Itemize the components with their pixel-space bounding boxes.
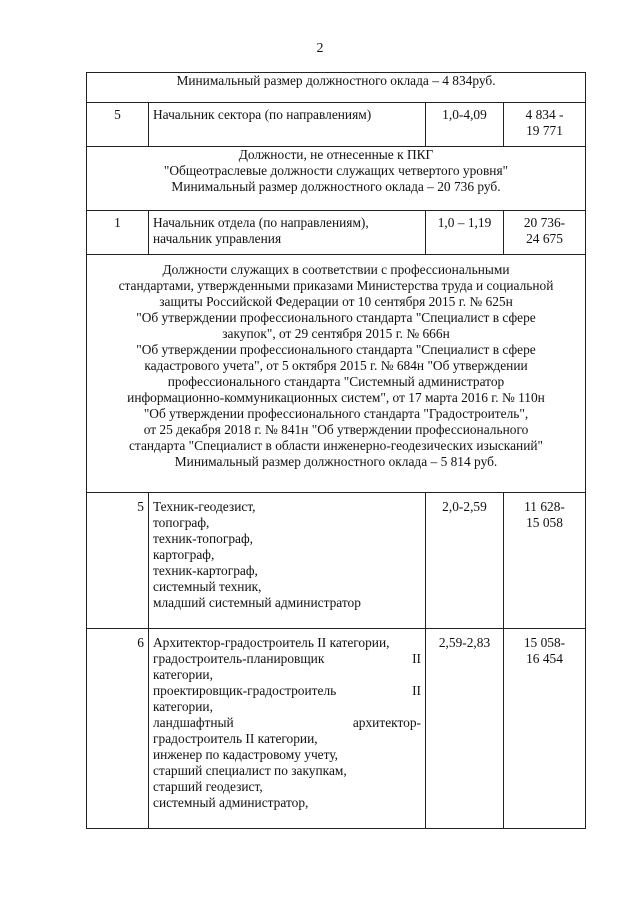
position-line: градостроитель II категории, bbox=[153, 731, 318, 746]
salary-to: 15 058 bbox=[526, 515, 563, 530]
salary-table bbox=[86, 72, 586, 829]
header-line: "Об утверждении профессионального стандарта "Градостроитель", bbox=[143, 406, 529, 421]
salary-from: 15 058- bbox=[523, 635, 566, 650]
header-line: Должности служащих в соответствии с профессиональными bbox=[162, 262, 510, 277]
header-line: стандарта "Специалист в области инженерно-геодезических изысканий" bbox=[128, 438, 544, 453]
salary-from: 11 628- bbox=[524, 499, 565, 514]
coefficient: 1,0 – 1,19 bbox=[426, 211, 504, 255]
position-line bbox=[153, 651, 421, 667]
position-line: техник-картограф, bbox=[153, 563, 258, 578]
position-line: инженер по кадастровому учету, bbox=[153, 747, 339, 762]
position-line: старший специалист по закупкам, bbox=[153, 763, 347, 778]
coefficient: 2,59-2,83 bbox=[426, 629, 504, 829]
header-line: "Об утверждении профессионального стандарта "Специалист в сфере bbox=[136, 310, 536, 325]
position-word: II bbox=[412, 651, 421, 666]
table-row bbox=[87, 629, 586, 829]
coefficient: 2,0-2,59 bbox=[426, 493, 504, 629]
position-line bbox=[153, 715, 421, 731]
table-row bbox=[87, 255, 586, 493]
table-row bbox=[87, 73, 586, 103]
position-line: категории, bbox=[153, 699, 213, 714]
header-line: "Об утверждении профессионального стандарта "Специалист в сфере bbox=[136, 342, 536, 357]
position-name bbox=[149, 493, 426, 629]
position-line: техник-топограф, bbox=[153, 531, 253, 546]
salary-range bbox=[504, 629, 586, 829]
position-word: проектировщик-градостроитель bbox=[153, 683, 337, 698]
salary-to: 16 454 bbox=[526, 651, 563, 666]
position-line: категории, bbox=[153, 667, 213, 682]
row-number: 5 bbox=[87, 493, 149, 629]
header-line: защиты Российской Федерации от 10 сентября 2015 г. № 625н bbox=[159, 294, 513, 309]
row-number: 6 bbox=[87, 629, 149, 829]
header-line: от 25 декабря 2018 г. № 841н "Об утверждении профессионального bbox=[143, 422, 529, 437]
position-word: градостроитель-планировщик bbox=[153, 651, 325, 666]
position-line: системный техник, bbox=[153, 579, 262, 594]
header-line: "Общеотраслевые должности служащих четвертого уровня" bbox=[163, 163, 509, 178]
row-number: 5 bbox=[87, 103, 149, 147]
salary-range bbox=[504, 211, 586, 255]
salary-from: 4 834 - bbox=[525, 107, 564, 122]
salary-range bbox=[504, 103, 586, 147]
row-number: 1 bbox=[87, 211, 149, 255]
header-line: кадастрового учета", от 5 октября 2015 г. № 684н "Об утверждении bbox=[144, 358, 528, 373]
header-text: Минимальный размер должностного оклада – 4 834руб. bbox=[176, 73, 496, 88]
salary-from: 20 736- bbox=[523, 215, 566, 230]
group-header bbox=[87, 255, 586, 493]
page-number: 2 bbox=[316, 41, 324, 56]
position-word: II bbox=[412, 683, 421, 698]
salary-to: 19 771 bbox=[526, 123, 563, 138]
header-line: Минимальный размер должностного оклада – 5 814 руб. bbox=[174, 454, 498, 469]
coefficient: 1,0-4,09 bbox=[426, 103, 504, 147]
position-line: Начальник отдела (по направлениям), bbox=[153, 215, 369, 230]
position-word: ландшафтный bbox=[153, 715, 234, 730]
position-line: системный администратор, bbox=[153, 795, 309, 810]
table-row bbox=[87, 493, 586, 629]
position-name bbox=[149, 211, 426, 255]
position-line: начальник управления bbox=[153, 231, 282, 246]
header-line: Должности, не отнесенные к ПКГ bbox=[238, 147, 434, 162]
header-line: закупок", от 29 сентября 2015 г. № 666н bbox=[222, 326, 450, 341]
header-line: информационно-коммуникационных систем", от 17 марта 2016 г. № 110н bbox=[127, 390, 545, 405]
position-word: архитектор- bbox=[352, 715, 421, 730]
position-line: Техник-геодезист, bbox=[153, 499, 256, 514]
table-row bbox=[87, 147, 586, 211]
group-header bbox=[87, 147, 586, 211]
header-line: Минимальный размер должностного оклада – 20 736 руб. bbox=[171, 179, 501, 194]
header-line: стандартами, утвержденными приказами Министерства труда и социальной bbox=[118, 278, 554, 293]
position-line: картограф, bbox=[153, 547, 215, 562]
salary-to: 24 675 bbox=[526, 231, 563, 246]
position-line: Архитектор-градостроитель II категории, bbox=[153, 635, 390, 650]
position-name: Начальник сектора (по направлениям) bbox=[149, 103, 426, 147]
position-line bbox=[153, 683, 421, 699]
table-row bbox=[87, 103, 586, 147]
position-line: старший геодезист, bbox=[153, 779, 263, 794]
salary-range bbox=[504, 493, 586, 629]
position-line: топограф, bbox=[153, 515, 210, 530]
position-line: младший системный администратор bbox=[153, 595, 361, 610]
table-row bbox=[87, 211, 586, 255]
position-name bbox=[149, 629, 426, 829]
group-header bbox=[87, 73, 586, 103]
header-line: профессионального стандарта "Системный администратор bbox=[167, 374, 505, 389]
